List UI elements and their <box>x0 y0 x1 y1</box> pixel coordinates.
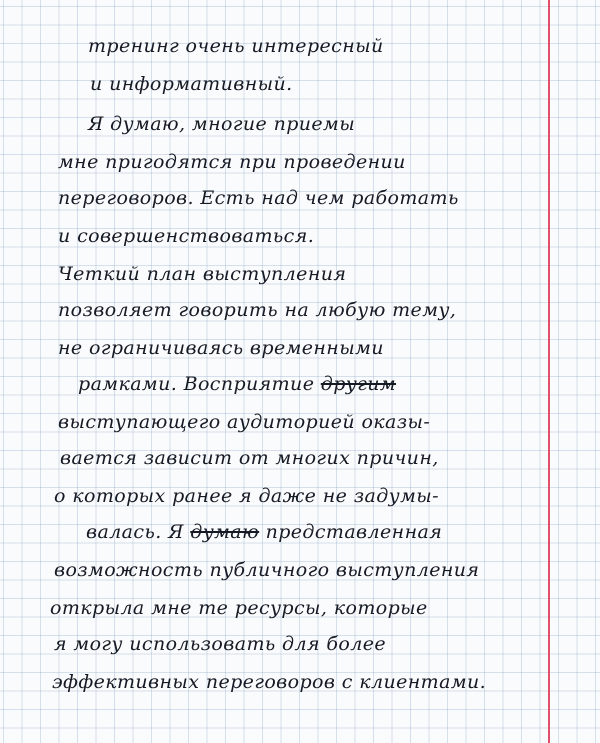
handwritten-line <box>88 112 355 136</box>
line-text: не ограничиваясь временными <box>58 337 384 359</box>
line-text: переговоров. Есть над чем работать <box>58 187 459 209</box>
line-text: Четкий план выступления <box>58 263 347 285</box>
line-text: представленная <box>259 521 443 543</box>
line-text: вается зависит от многих причин, <box>60 447 439 469</box>
handwritten-line <box>58 298 456 322</box>
handwritten-line <box>90 72 293 96</box>
handwritten-line <box>78 372 396 396</box>
handwritten-line <box>58 150 406 174</box>
line-text: выступающего аудиторией оказы- <box>58 411 431 433</box>
handwritten-line <box>54 632 386 656</box>
handwritten-line <box>58 224 314 248</box>
line-text: тренинг очень интересный <box>88 35 384 57</box>
handwritten-line <box>58 186 459 210</box>
line-text: рамками. Восприятие <box>78 373 321 395</box>
handwritten-line <box>54 558 479 582</box>
handwritten-line <box>58 410 430 434</box>
line-text: возможность публичного выступления <box>54 559 480 581</box>
struck-word: другим <box>320 373 397 395</box>
line-text: мне пригодятся при проведении <box>58 151 406 173</box>
handwritten-line <box>86 520 442 544</box>
line-text: и совершенствоваться. <box>58 225 315 247</box>
line-text: и информативный. <box>90 73 293 95</box>
handwritten-line <box>54 484 439 508</box>
handwritten-line <box>58 262 346 286</box>
struck-word: думаю <box>190 521 260 543</box>
handwritten-line <box>88 34 384 58</box>
handwritten-line <box>50 596 428 620</box>
line-text: позволяет говорить на любую тему, <box>58 299 457 321</box>
line-text: валась. Я <box>86 521 191 543</box>
line-text: я могу использовать для более <box>54 633 387 655</box>
line-text: Я думаю, многие приемы <box>88 113 356 135</box>
handwritten-line <box>52 670 486 694</box>
line-text: о которых ранее я даже не задумы- <box>54 485 439 507</box>
margin-line <box>548 0 550 743</box>
handwritten-line <box>60 446 439 470</box>
line-text: эффективных переговоров с клиентами. <box>52 671 487 693</box>
handwritten-line <box>58 336 384 360</box>
line-text: открыла мне те ресурсы, которые <box>50 597 428 619</box>
